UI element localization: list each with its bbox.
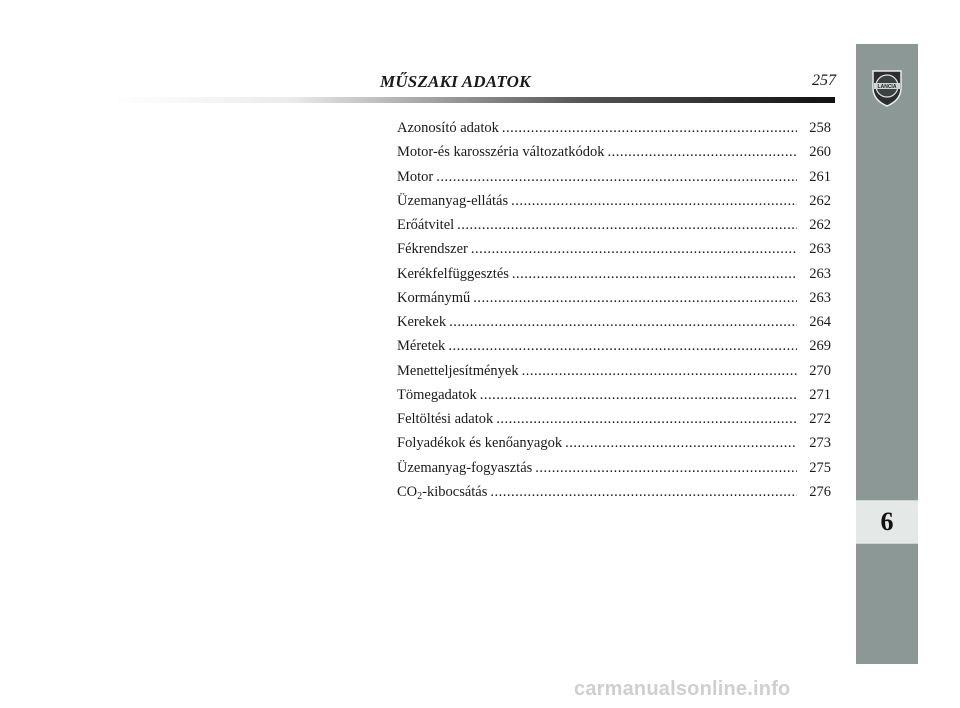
toc-leader-dots [471, 241, 797, 258]
toc-entry-page: 275 [809, 459, 831, 476]
toc-entry-label: Motor [397, 168, 434, 185]
toc-entry-page: 261 [809, 168, 831, 185]
co2-prefix: CO [397, 483, 418, 500]
toc-entry-label: Kerekek [397, 314, 447, 330]
toc-entry[interactable] [397, 314, 831, 338]
chapter-side-tab [856, 44, 918, 664]
toc-entry-page: 262 [809, 192, 831, 209]
toc-entry-label: Üzemanyag-fogyasztás [397, 459, 533, 476]
toc-entry-page: 276 [809, 483, 831, 500]
toc-leader-dots [490, 484, 797, 501]
chapter-marker[interactable] [856, 500, 918, 544]
toc-entry-page: 273 [809, 435, 831, 452]
toc-entry[interactable] [397, 338, 831, 362]
logo-text: LANCIA [877, 84, 897, 90]
lancia-logo-icon [867, 66, 907, 108]
toc-entry-label: Üzemanyag-ellátás [397, 192, 509, 209]
toc-entry-page: 262 [809, 217, 831, 233]
toc-entry[interactable] [397, 193, 831, 217]
toc-leader-dots [565, 435, 797, 452]
toc-entry-label: Feltöltési adatok [397, 411, 494, 427]
toc-entry-page: 272 [809, 411, 831, 427]
toc-leader-dots [436, 169, 797, 186]
toc-entry[interactable] [397, 266, 831, 290]
toc-entry-page: 263 [809, 241, 831, 258]
toc-leader-dots [473, 290, 797, 307]
toc-leader-dots [522, 363, 797, 380]
toc-entry[interactable] [397, 217, 831, 241]
table-of-contents [397, 120, 831, 508]
toc-entry-label: Motor-és karosszéria változatkódok [397, 144, 605, 161]
toc-entry-page: 269 [809, 338, 831, 355]
toc-entry[interactable] [397, 411, 831, 435]
toc-entry[interactable] [397, 241, 831, 265]
toc-leader-dots [449, 314, 797, 331]
toc-entry[interactable] [397, 169, 831, 193]
toc-entry[interactable] [397, 144, 831, 168]
page-title: MŰSZAKI ADATOK [380, 72, 531, 91]
chapter-number: 6 [880, 507, 894, 536]
toc-leader-dots [457, 217, 797, 234]
toc-entry-label: Azonosító adatok [397, 120, 499, 136]
toc-entry-page: 263 [809, 265, 831, 282]
toc-entry[interactable] [397, 363, 831, 387]
toc-entry-page: 264 [809, 314, 831, 330]
toc-entry-page: 263 [809, 289, 831, 306]
toc-entry[interactable] [397, 120, 831, 144]
toc-entry[interactable] [397, 290, 831, 314]
toc-entry[interactable] [397, 387, 831, 411]
toc-entry-label: Kormánymű [397, 289, 471, 306]
toc-entry-page: 271 [809, 386, 831, 403]
toc-entry-page: 258 [809, 120, 831, 136]
toc-entry[interactable] [397, 435, 831, 459]
header-divider [110, 97, 835, 103]
toc-leader-dots [480, 387, 797, 404]
watermark-text: carmanualsonline.info [574, 678, 791, 700]
toc-entry-label: Erőátvitel [397, 217, 455, 233]
toc-leader-dots [511, 193, 797, 210]
toc-entry-label: Méretek [397, 338, 446, 355]
toc-entry-label: Menetteljesítmények [397, 362, 519, 379]
toc-leader-dots [448, 338, 797, 355]
toc-leader-dots [496, 411, 797, 428]
page-number: 257 [812, 72, 836, 89]
toc-leader-dots [502, 120, 797, 137]
toc-leader-dots [512, 266, 797, 283]
toc-entry-page: 270 [809, 362, 831, 379]
toc-entry-label: Kerékfelfüggesztés [397, 265, 509, 282]
toc-entry[interactable] [397, 484, 831, 508]
co2-suffix: -kibocsátás [422, 483, 488, 500]
toc-entry-label: Folyadékok és kenőanyagok [397, 435, 563, 452]
toc-leader-dots [535, 460, 797, 477]
toc-entry-label [397, 484, 490, 502]
toc-entry[interactable] [397, 460, 831, 484]
toc-leader-dots [607, 144, 797, 161]
co2-subscript: 2 [417, 490, 423, 502]
toc-entry-label: Tömegadatok [397, 386, 477, 403]
toc-entry-page: 260 [809, 144, 831, 161]
toc-entry-label: Fékrendszer [397, 241, 468, 258]
